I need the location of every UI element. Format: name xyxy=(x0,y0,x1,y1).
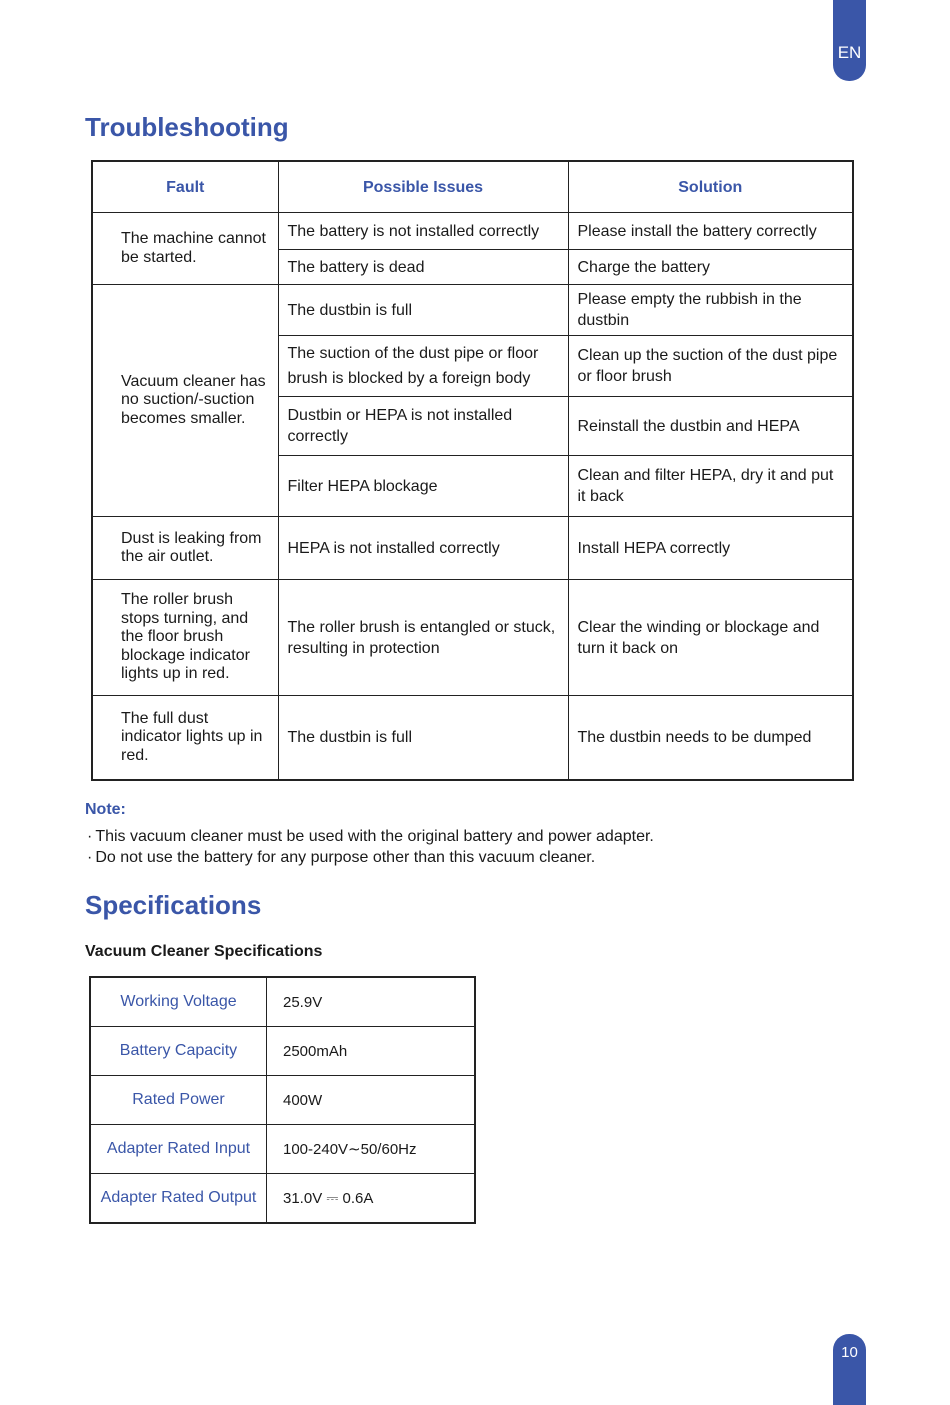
spec-label: Working Voltage xyxy=(90,977,267,1027)
spec-value: 25.9V xyxy=(267,977,476,1027)
fault-cell: The roller brush stops turning, and the floor brush blockage indicator lights up in red. xyxy=(92,580,278,696)
column-header-issues: Possible Issues xyxy=(278,161,568,213)
issue-cell: Dustbin or HEPA is not installed correctly xyxy=(278,397,568,456)
spec-label: Adapter Rated Input xyxy=(90,1125,267,1174)
table-row xyxy=(92,517,853,580)
solution-cell: Charge the battery xyxy=(568,250,853,285)
spec-value: 31.0V ⎓ 0.6A xyxy=(267,1174,476,1224)
spec-value: 2500mAh xyxy=(267,1027,476,1076)
troubleshooting-title: Troubleshooting xyxy=(85,112,289,142)
fault-cell: The machine cannot be started. xyxy=(92,213,278,285)
spec-row xyxy=(90,1027,475,1076)
solution-cell: Reinstall the dustbin and HEPA xyxy=(568,397,853,456)
table-header-row xyxy=(92,161,853,213)
specifications-table xyxy=(89,976,476,1224)
note-item: · This vacuum cleaner must be used with the original battery and power adapter. xyxy=(87,826,654,847)
issue-cell: The roller brush is entangled or stuck, resulting in protection xyxy=(278,580,568,696)
fault-cell: The full dust indicator lights up in red. xyxy=(92,696,278,780)
solution-cell: Please empty the rubbish in the dustbin xyxy=(568,285,853,336)
fault-cell: Dust is leaking from the air outlet. xyxy=(92,517,278,580)
fault-cell: Vacuum cleaner has no suction/-suction becomes smaller. xyxy=(92,285,278,517)
solution-cell: Clean up the suction of the dust pipe or floor brush xyxy=(568,336,853,397)
spec-value: 100-240V∼50/60Hz xyxy=(267,1125,476,1174)
solution-cell: Install HEPA correctly xyxy=(568,517,853,580)
note-list xyxy=(87,826,654,868)
spec-label: Rated Power xyxy=(90,1076,267,1125)
specifications-title: Specifications xyxy=(85,890,262,920)
note-item: · Do not use the battery for any purpose other than this vacuum cleaner. xyxy=(87,847,654,868)
language-label: EN xyxy=(837,43,862,62)
spec-label: Battery Capacity xyxy=(90,1027,267,1076)
issue-cell: The dustbin is full xyxy=(278,285,568,336)
table-row xyxy=(92,580,853,696)
table-row xyxy=(92,696,853,780)
table-row xyxy=(92,213,853,250)
issue-cell: The suction of the dust pipe or floor brush is blocked by a foreign body xyxy=(278,336,568,397)
page-number-tab xyxy=(833,1334,866,1405)
issue-cell: HEPA is not installed correctly xyxy=(278,517,568,580)
page-number: 10 xyxy=(841,1344,858,1361)
issue-cell: The battery is dead xyxy=(278,250,568,285)
column-header-solution: Solution xyxy=(568,161,853,213)
troubleshooting-table xyxy=(91,160,854,781)
solution-cell: The dustbin needs to be dumped xyxy=(568,696,853,780)
spec-row xyxy=(90,977,475,1027)
spec-row xyxy=(90,1076,475,1125)
solution-cell: Clear the winding or blockage and turn it back on xyxy=(568,580,853,696)
issue-cell: Filter HEPA blockage xyxy=(278,456,568,517)
column-header-fault: Fault xyxy=(92,161,278,213)
spec-row xyxy=(90,1125,475,1174)
solution-cell: Please install the battery correctly xyxy=(568,213,853,250)
table-row xyxy=(92,285,853,336)
spec-row xyxy=(90,1174,475,1224)
spec-value: 400W xyxy=(267,1076,476,1125)
specifications-subtitle: Vacuum Cleaner Specifications xyxy=(85,943,323,960)
issue-cell: The battery is not installed correctly xyxy=(278,213,568,250)
solution-cell: Clean and filter HEPA, dry it and put it back xyxy=(568,456,853,517)
issue-cell: The dustbin is full xyxy=(278,696,568,780)
language-tab xyxy=(833,0,866,81)
note-label: Note: xyxy=(85,801,126,818)
spec-label: Adapter Rated Output xyxy=(90,1174,267,1224)
